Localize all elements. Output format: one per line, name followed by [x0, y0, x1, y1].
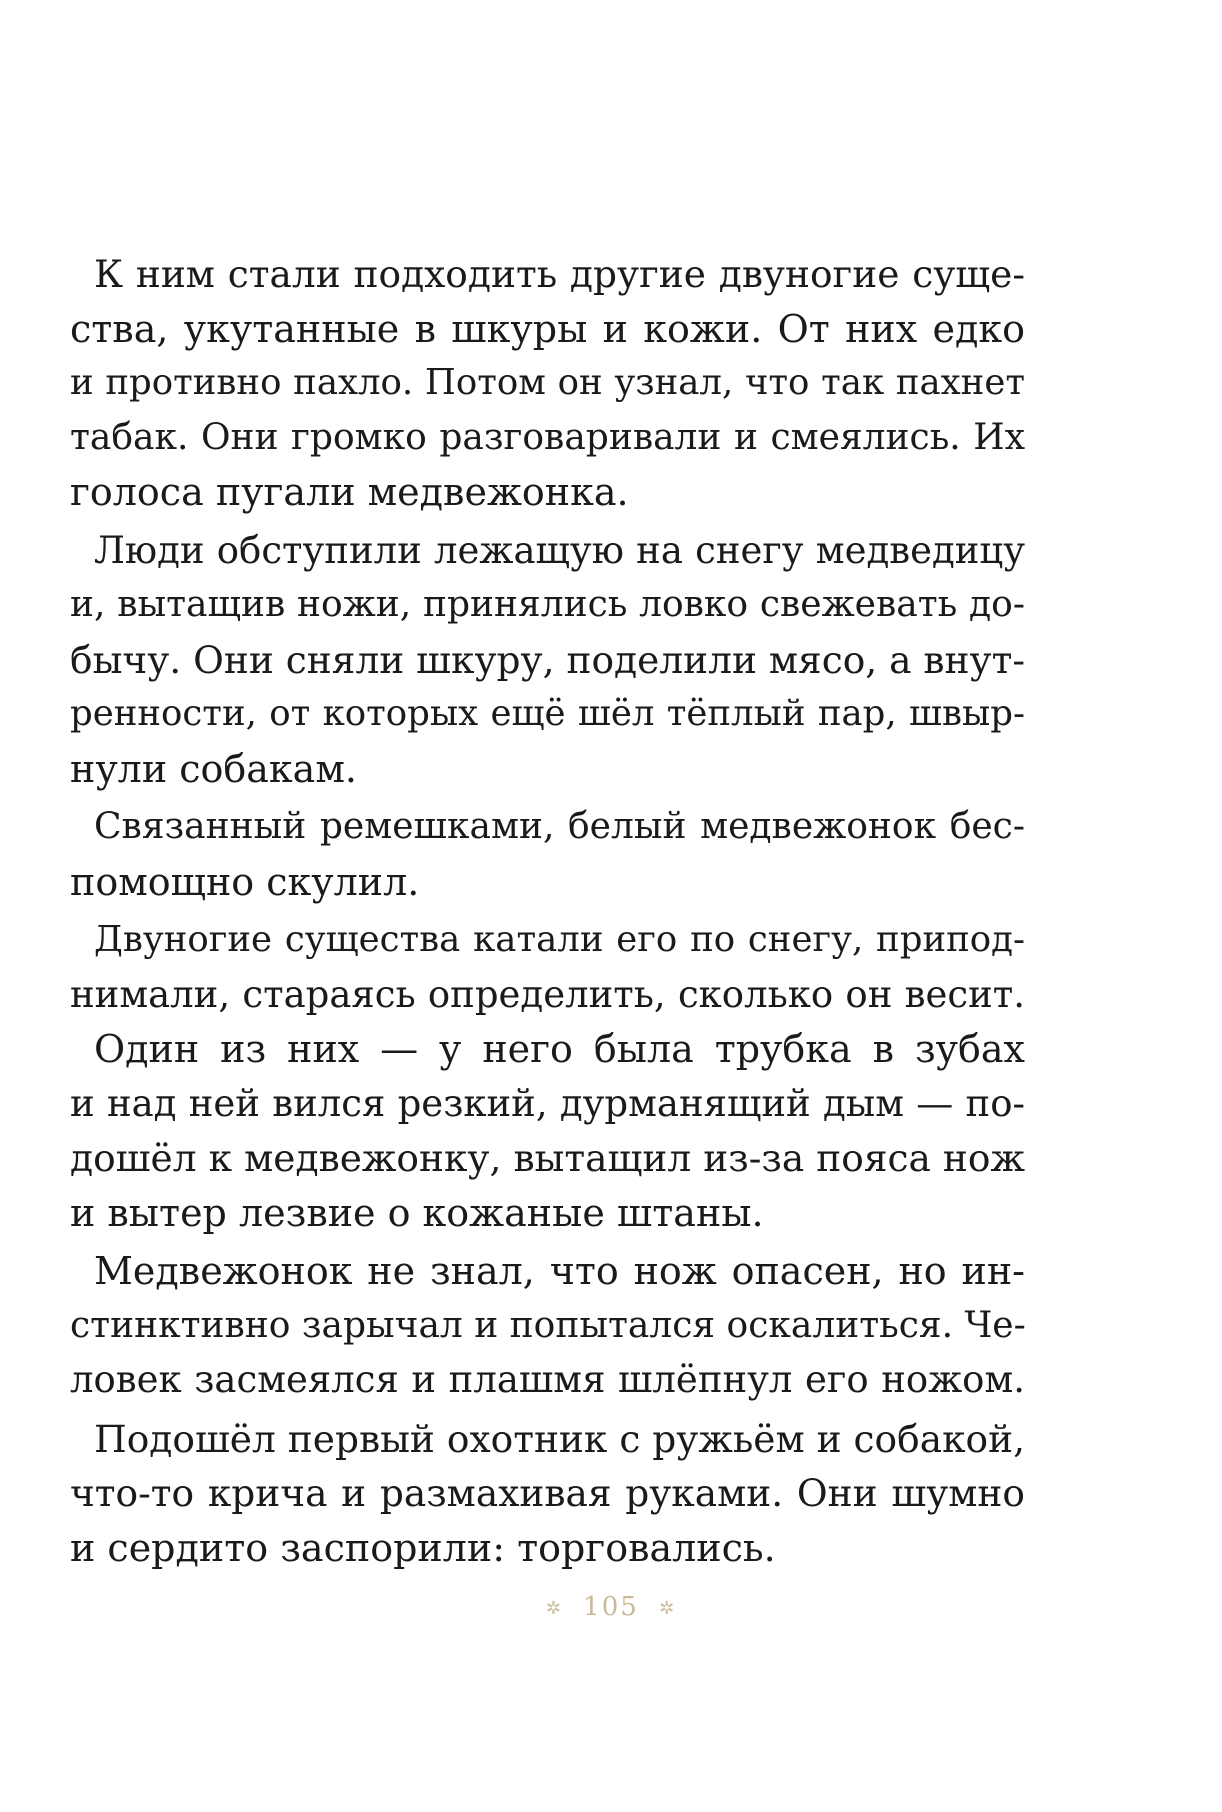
text-line: ловек засмеялся и плашмя шлёпнул его ножом.: [70, 1358, 1025, 1401]
text-line: и сердито заспорили: торговались.: [70, 1525, 776, 1570]
text-line: нимали, стараясь определить, сколько он весит.: [70, 972, 1025, 1016]
text-line: стинктивно зарычал и попытался оскалиться. Че-: [70, 1304, 1026, 1346]
paragraph-2: [70, 524, 1025, 797]
paragraph-3: [70, 800, 1025, 909]
text-line: и противно пахло. Потом он узнал, что так пахнет: [70, 362, 1025, 403]
text-line: нули собакам.: [70, 746, 357, 791]
text-line: Один из них — у него была трубка в зубах: [94, 1027, 1025, 1071]
text-line: и вытер лезвие о кожаные штаны.: [70, 1190, 764, 1235]
text-line: ства, укутанные в шкуры и кожи. От них едко: [70, 306, 1025, 351]
page-number: 105: [583, 1592, 639, 1622]
text-line: Подошёл первый охотник с ружьём и собакой,: [94, 1416, 1025, 1461]
text-line: Связанный ремешками, белый медвежонок бес-: [94, 806, 1025, 847]
text-line: ренности, от которых ещё шёл тёплый пар, швыр-: [70, 693, 1025, 734]
paragraph-1: [70, 247, 1025, 520]
paragraph-6: [70, 1412, 1025, 1576]
text-line: табак. Они громко разговаривали и смеялись. Их: [70, 416, 1025, 458]
text-line: бычу. Они сняли шкуру, поделили мясо, а внут-: [70, 637, 1025, 682]
text-line: и над ней вился резкий, дурманящий дым — по-: [70, 1081, 1025, 1125]
text-line: голоса пугали медвежонка.: [70, 470, 629, 514]
paragraph-4: [70, 913, 1025, 1240]
text-line: Люди обступили лежащую на снегу медведицу: [94, 528, 1025, 572]
paragraph-5: [70, 1244, 1025, 1408]
body-text: [70, 247, 1025, 1579]
text-line: что-то крича и размахивая руками. Они шумно: [70, 1471, 1025, 1515]
text-line: Медвежонок не знал, что нож опасен, но ин-: [94, 1249, 1025, 1293]
star-ornament-icon: ✲: [659, 1597, 677, 1619]
text-line: дошёл к медвежонку, вытащил из-за пояса нож: [70, 1136, 1025, 1180]
text-line: Двуногие существа катали его по снегу, припод-: [94, 919, 1025, 960]
text-line: помощно скулил.: [70, 859, 420, 904]
page-footer: [0, 1592, 1222, 1622]
text-line: и, вытащив ножи, принялись ловко свежевать до-: [70, 584, 1025, 625]
text-line: К ним стали подходить другие двуногие суще-: [94, 252, 1025, 296]
star-ornament-icon: ✲: [545, 1597, 563, 1619]
